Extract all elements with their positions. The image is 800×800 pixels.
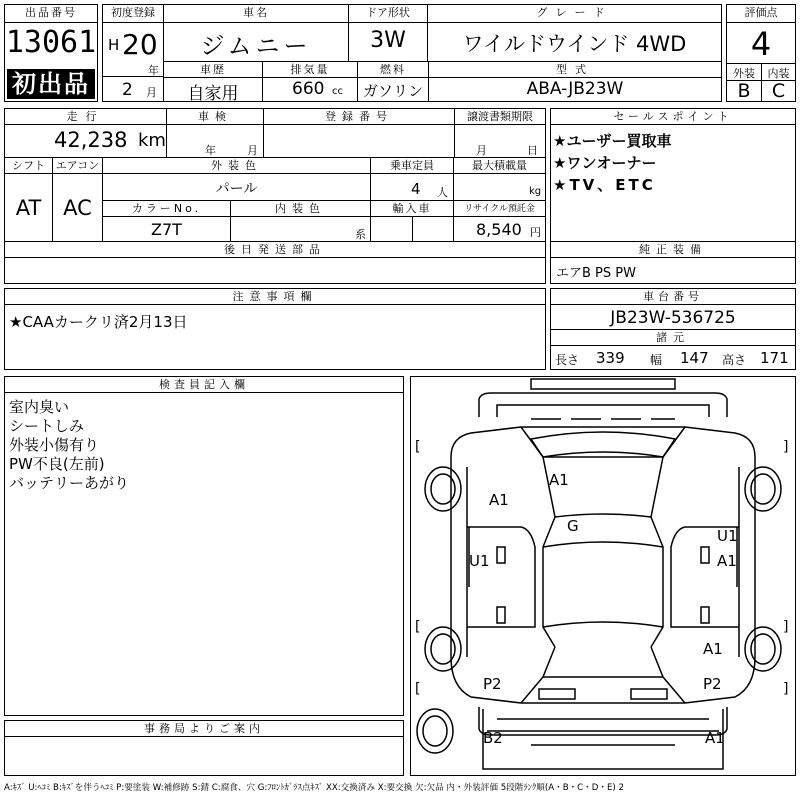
notes-value: ★CAAカークリ済2月13日 — [9, 313, 188, 331]
mileage-value: 42,238 — [54, 128, 128, 152]
capacity-label: 乗車定員 — [371, 158, 453, 174]
equipment-value: エアB PS PW — [556, 266, 636, 281]
inspection-month-unit: 月 — [247, 144, 258, 157]
displacement-label: 排気量 — [263, 62, 357, 78]
int-color-label: 内装色 — [231, 201, 370, 217]
lot-label: 出品番号 — [5, 5, 97, 23]
car-name-value: ジムニー — [200, 32, 312, 60]
spec-length-value: 339 — [596, 349, 625, 367]
damage-mark: B2 — [483, 729, 503, 747]
chassis-label: 車台番号 — [551, 289, 795, 305]
door-value: 3W — [370, 28, 406, 53]
spec-height-value: 171 — [760, 349, 789, 367]
car-outline-diagram — [411, 377, 795, 775]
damage-mark: A1 — [705, 729, 725, 747]
ext-color-label: 外装色 — [103, 158, 370, 174]
damage-mark: A1 — [717, 552, 737, 570]
recycle-value: 8,540 — [476, 220, 522, 239]
damage-diagram — [410, 376, 796, 776]
color-no-value: Z7T — [151, 220, 182, 239]
inspector-line: バッテリーあがり — [9, 474, 130, 492]
inspector-line: 外装小傷有り — [9, 436, 100, 454]
selling-point-item: ★ユーザー買取車 — [553, 132, 672, 150]
diagram-mark: [ — [415, 681, 421, 697]
recycle-label: リサイクル預託金 — [454, 201, 545, 217]
shift-value: AT — [15, 196, 42, 220]
recycle-unit: 円 — [530, 226, 541, 239]
max-load-unit: kg — [529, 186, 542, 197]
grade-value: ワイルドウインド 4WD — [462, 32, 687, 56]
model-label: 型式 — [429, 62, 721, 78]
damage-mark: U1 — [717, 527, 738, 545]
diagram-mark: ] — [783, 681, 789, 697]
transfer-label: 譲渡書類期限 — [455, 109, 545, 125]
ext-color-value: パール — [215, 181, 258, 197]
interior-score-label: 内装 — [767, 67, 790, 80]
history-label: 車歴 — [164, 62, 262, 78]
lot-number: 13061 — [5, 25, 97, 60]
parts-later-label: 後日発送部品 — [5, 242, 545, 258]
int-color-unit: 系 — [355, 228, 366, 241]
inspector-line: PW不良(左前) — [9, 455, 105, 473]
equipment-label: 純正装備 — [551, 242, 795, 258]
score-box — [726, 4, 796, 102]
legend-text: A:ｷｽﾞ U:ﾍｺﾐ B:ｷｽﾞを伴うﾍｺﾐ P:要塗装 W:補修跡 S:錆 C:腐食、穴 G:ﾌﾛﾝﾄｶﾞﾗｽ点ｷｽﾞ XX:交換済み X:要交換 欠:欠品 内・外装評価 5段階ﾗﾝｸ順(A・B・C・D・E) 2 — [4, 783, 624, 793]
chassis-value: JB23W-536725 — [610, 308, 736, 328]
first-reg-month: 2 — [122, 80, 133, 100]
model-value: ABA-JB23W — [526, 79, 624, 99]
mileage-label: 走行 — [5, 109, 166, 125]
selling-points-label: セールスポイント — [551, 109, 795, 125]
notes-label: 注意事項欄 — [5, 289, 545, 305]
interior-score: C — [771, 80, 786, 102]
spec-length-label: 長さ — [555, 353, 580, 367]
aircon-value: AC — [63, 196, 92, 220]
displacement-value: 660 — [292, 79, 325, 99]
first-listing-badge: 初出品 — [7, 69, 95, 99]
import-label: 輸入車 — [371, 201, 453, 217]
first-reg-year-unit: 年 — [148, 64, 159, 77]
capacity-unit: 人 — [437, 186, 448, 199]
specs-label: 諸元 — [551, 330, 795, 346]
shift-label: シフト — [5, 158, 52, 174]
aircon-label: エアコン — [53, 158, 102, 174]
fuel-label: 燃料 — [358, 62, 428, 78]
first-reg-month-unit: 月 — [146, 86, 157, 99]
mileage-unit: km — [138, 130, 166, 151]
selling-point-item: ★ワンオーナー — [553, 154, 657, 172]
inspector-line: シートしみ — [9, 417, 85, 435]
inspector-label: 検査員記入欄 — [5, 377, 403, 393]
transfer-month-unit: 月 — [476, 144, 487, 157]
lot-box — [4, 4, 98, 102]
exterior-score: B — [737, 80, 751, 102]
inspection-label: 車検 — [167, 109, 263, 125]
door-label: ドア形状 — [349, 5, 427, 23]
damage-mark: A1 — [703, 640, 723, 658]
diagram-mark: ] — [783, 439, 789, 455]
history-value: 自家用 — [187, 84, 239, 104]
first-reg-era: H — [108, 36, 120, 54]
car-name-label: 車名 — [164, 5, 348, 23]
displacement-unit: cc — [332, 86, 343, 97]
inspection-year-unit: 年 — [205, 144, 216, 157]
diagram-mark: [ — [415, 439, 421, 455]
damage-mark: A1 — [489, 491, 509, 509]
diagram-mark: ] — [783, 619, 789, 635]
spec-width-label: 幅 — [650, 353, 663, 367]
score-value: 4 — [750, 25, 772, 63]
damage-mark: A1 — [549, 471, 569, 489]
damage-mark: P2 — [483, 675, 502, 693]
transfer-day-unit: 日 — [527, 144, 538, 157]
diagram-mark: [ — [415, 619, 421, 635]
color-no-label: カラーNo. — [103, 201, 230, 217]
first-reg-label: 初度登録 — [103, 5, 163, 23]
selling-point-item: ★TV、ETC — [553, 176, 656, 194]
office-label: 事務局よりご案内 — [5, 721, 403, 737]
damage-mark: G — [567, 517, 579, 535]
fuel-value: ガソリン — [362, 82, 423, 100]
reg-no-label: 登録番号 — [264, 109, 454, 125]
inspector-line: 室内臭い — [9, 398, 70, 416]
max-load-label: 最大積載量 — [454, 158, 545, 174]
spec-height-label: 高さ — [722, 353, 747, 367]
spec-width-value: 147 — [680, 349, 709, 367]
score-label: 評価点 — [727, 5, 795, 23]
exterior-score-label: 外装 — [733, 67, 755, 80]
grade-label: グレード — [428, 5, 721, 23]
damage-mark: U1 — [469, 552, 490, 570]
first-reg-year: 20 — [122, 28, 158, 61]
damage-mark: P2 — [703, 675, 722, 693]
capacity-value: 4 — [411, 180, 421, 198]
